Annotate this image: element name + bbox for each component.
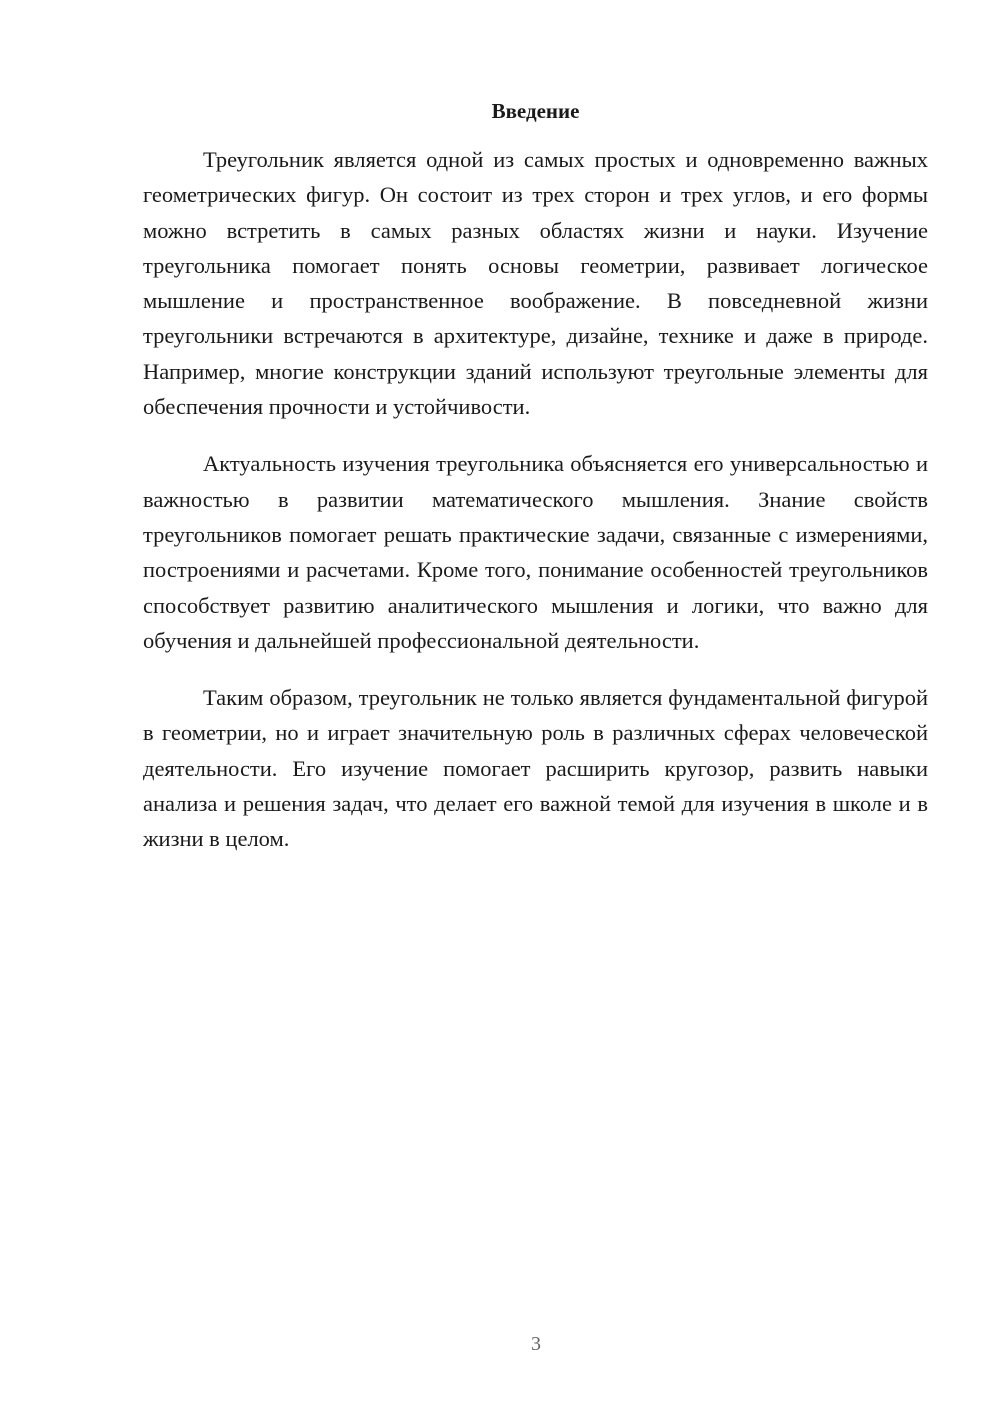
body-text (143, 142, 928, 879)
page-number: 3 (531, 1333, 541, 1355)
paragraph-intro: Треугольник является одной из самых простых и одновременно важных геометрических фигур. Он состоит из трех сторон и трех углов, и его формы можно встретить в самых разных областях жизни и науки. Изучение треугольника помогает понять основы геометрии, развивает логическое мышление и пространственное воображение. В повседневной жизни треугольники встречаются в архитектуре, дизайне, технике и даже в природе. Например, многие конструкции зданий используют треугольные элементы для обеспечения прочности и устойчивости. (143, 147, 928, 420)
paragraph-relevance: Актуальность изучения треугольника объясняется его универсальностью и важностью в развитии математического мышления. Знание свойств треугольников помогает решать практические задачи, связанные с измерениями, построениями и расчетами. Кроме того, понимание особенностей треугольников способствует развитию аналитического мышления и логики, что важно для обучения и дальнейшей профессиональной деятельности. (143, 451, 928, 653)
section-title: Введение (491, 99, 580, 123)
paragraph-conclusion: Таким образом, треугольник не только является фундаментальной фигурой в геометрии, но и играет значительную роль в различных сферах человеческой деятельности. Его изучение помогает расширить кругозор, развить навыки анализа и решения задач, что делает его важной темой для изучения в школе и в жизни в целом. (143, 685, 928, 852)
